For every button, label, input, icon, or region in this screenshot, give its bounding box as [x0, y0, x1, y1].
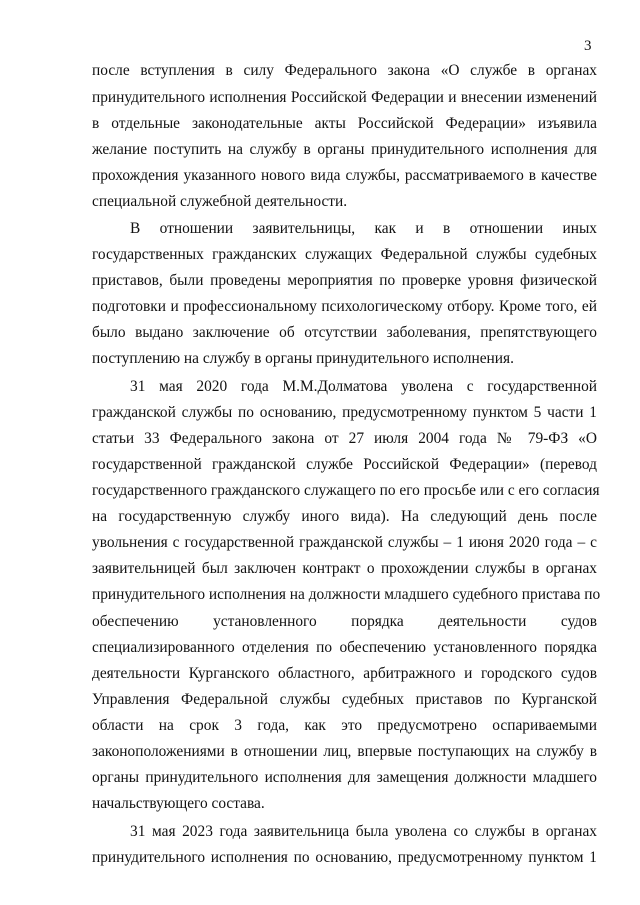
text-line: принудительного исполнения на должности младшего судебного пристава по — [92, 586, 601, 603]
text-line: было выдано заключение об отсутствии заболевания, препятствующего — [92, 324, 597, 341]
text-line: государственного гражданского служащего по его просьбе или с его согласия — [92, 482, 600, 499]
text-line: специализированного отделения по обеспечению установленного порядка — [92, 639, 597, 656]
text-line: в отдельные законодательные акты Российской Федерации» изъявила — [92, 115, 597, 132]
text-line: специальной служебной деятельности. — [92, 193, 348, 210]
text-line: законоположениями в отношении лиц, впервые поступающих на службу в — [92, 743, 597, 760]
text-line: государственной гражданской службе Российской Федерации» (перевод — [92, 456, 597, 473]
text-line: начальствующего состава. — [92, 795, 265, 812]
text-line: государственных гражданских служащих Федеральной службы судебных — [92, 246, 597, 263]
text-line: прохождения указанного нового вида службы, рассматриваемого в качестве — [92, 167, 597, 184]
text-line: желание поступить на службу в органы принудительного исполнения для — [92, 141, 597, 158]
text-line: на государственную службу иного вида). На следующий день после — [92, 508, 597, 525]
text-line: В отношении заявительницы, как и в отношении иных — [130, 220, 597, 237]
text-line: деятельности Курганского областного, арбитражного и городского судов — [92, 665, 597, 682]
text-line: 31 мая 2020 года М.М.Долматова уволена с государственной — [130, 378, 597, 395]
text-line: 31 мая 2023 года заявительница была уволена со службы в органах — [130, 823, 597, 840]
text-line: поступлению на службу в органы принудительного исполнения. — [92, 350, 514, 367]
text-line: статьи 33 Федерального закона от 27 июля 2004 года № 79-ФЗ «О — [92, 430, 597, 447]
text-line: принудительного исполнения Российской Федерации и внесении изменений — [92, 89, 597, 106]
text-line: заявительницей был заключен контракт о прохождении службы в органах — [92, 560, 597, 577]
text-line: области на срок 3 года, как это предусмотрено оспариваемыми — [92, 717, 597, 734]
text-line: принудительного исполнения по основанию, предусмотренному пунктом 1 — [92, 849, 597, 866]
page-number: 3 — [584, 38, 592, 54]
text-line: Управления Федеральной службы судебных приставов по Курганской — [92, 691, 597, 708]
text-line: увольнения с государственной гражданской службы – 1 июня 2020 года – с — [92, 534, 597, 551]
text-line: подготовки и профессиональному психологическому отбору. Кроме того, ей — [92, 298, 597, 315]
text-line: органы принудительного исполнения для замещения должности младшего — [92, 769, 597, 786]
text-line: гражданской службы по основанию, предусмотренному пунктом 5 части 1 — [92, 404, 597, 421]
text-line: после вступления в силу Федерального закона «О службе в органах — [92, 62, 597, 79]
text-line: обеспечению установленного порядка деятельности судов — [92, 613, 597, 630]
text-line: приставов, были проведены мероприятия по проверке уровня физической — [92, 272, 597, 289]
